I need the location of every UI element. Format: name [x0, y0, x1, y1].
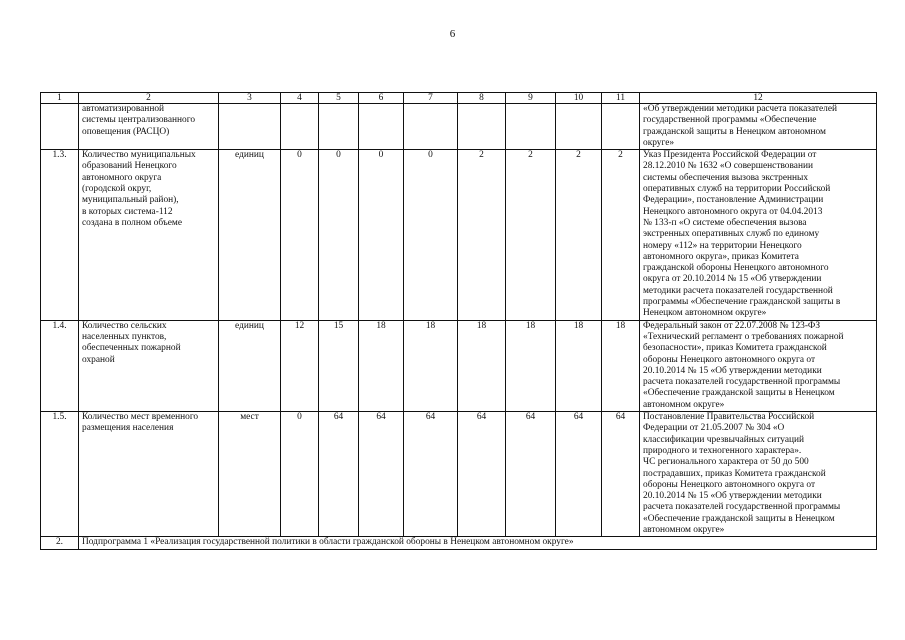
text-line: классификации чрезвычайных ситуаций	[643, 434, 805, 445]
text-line: Указ Президента Российской Федерации от	[643, 150, 817, 161]
year-value-cell: 2	[458, 150, 506, 320]
text-line: обеспеченных пожарной	[82, 343, 181, 354]
year-value-cell: 64	[404, 412, 458, 537]
page-number: 6	[449, 28, 456, 40]
text-line: «Обеспечение гражданской защиты в Ненецком	[643, 513, 835, 524]
text-line: номеру «112» на территории Ненецкого	[643, 240, 802, 251]
year-value-cell: 18	[404, 320, 458, 411]
text-line: Количество мест временного	[82, 412, 199, 423]
year-value-cell: 64	[506, 412, 556, 537]
text-line: создана в полном объеме	[82, 217, 182, 228]
text-line: государственной программы «Обеспечение	[643, 115, 817, 126]
year-value-cell: 18	[556, 320, 602, 411]
text-line: системы обеспечения вызова экстренных	[643, 172, 809, 183]
year-value-cell	[404, 104, 458, 150]
table-row	[41, 150, 877, 320]
text-line: ЧС регионального характера от 50 до 500	[643, 457, 809, 468]
text-line: методики расчета показателей государственной	[643, 285, 833, 296]
text-line: расчета показателей государственной программы	[643, 377, 841, 388]
text-line: Количество сельских	[82, 320, 167, 331]
indicators-table	[40, 92, 877, 550]
text-line: № 133-п «О системе обеспечения вызова	[643, 217, 807, 228]
row-number-cell: 1.4.	[41, 320, 79, 411]
year-value-cell: 18	[602, 320, 640, 411]
year-value-cell: 12	[281, 320, 319, 411]
text-line: образований Ненецкого	[82, 161, 177, 172]
row-number-cell	[41, 104, 79, 150]
text-line: безопасности», приказ Комитета гражданской	[643, 343, 827, 354]
text-line: гражданской защиты в Ненецком автономном	[643, 126, 826, 137]
text-line: размещения населения	[82, 423, 174, 434]
table-row	[41, 320, 877, 411]
year-value-cell	[359, 104, 404, 150]
unit-cell: единиц	[219, 150, 281, 320]
text-line: автономного округа», приказ Комитета	[643, 251, 799, 262]
text-line: Ненецком автономном округе»	[643, 308, 767, 319]
column-number-cell: 4	[281, 93, 319, 104]
text-line: гражданской обороны Ненецкого автономного	[643, 263, 829, 274]
unit-cell	[219, 104, 281, 150]
text-line: Федерации», постановление Администрации	[643, 195, 824, 206]
text-line: «Технический регламент о требованиях пожарной	[643, 331, 844, 342]
year-value-cell	[556, 104, 602, 150]
indicator-name-cell	[79, 150, 219, 320]
column-number-cell: 12	[640, 93, 877, 104]
text-line: оповещения (РАСЦО)	[82, 126, 170, 137]
text-line: (городской округ,	[82, 184, 152, 195]
column-number-cell: 10	[556, 93, 602, 104]
text-line: 20.10.2014 № 15 «Об утверждении методики	[643, 491, 822, 502]
column-number-cell: 5	[319, 93, 359, 104]
column-number-cell: 3	[219, 93, 281, 104]
text-line: автономного округа	[82, 172, 162, 183]
year-value-cell: 64	[602, 412, 640, 537]
text-line: Постановление Правительства Российской	[643, 412, 815, 423]
text-line: обороны Ненецкого автономного округа от	[643, 354, 816, 365]
subprogram-title-cell: Подпрограмма 1 «Реализация государственной политики в области гражданской обороны в Ненецком автономном округе»	[79, 537, 877, 549]
column-number-cell: 11	[602, 93, 640, 104]
text-line: обороны Ненецкого автономного округа от	[643, 479, 816, 490]
column-number-cell: 9	[506, 93, 556, 104]
year-value-cell: 64	[319, 412, 359, 537]
year-value-cell: 18	[359, 320, 404, 411]
text-line: охраной	[82, 354, 115, 365]
table-row	[41, 104, 877, 150]
year-value-cell: 15	[319, 320, 359, 411]
text-line: оперативных служб на территории Российской	[643, 184, 831, 195]
column-number-row	[41, 93, 877, 104]
year-value-cell: 64	[359, 412, 404, 537]
text-line: округе»	[643, 137, 675, 148]
year-value-cell: 0	[281, 150, 319, 320]
column-number-cell: 7	[404, 93, 458, 104]
basis-cell	[640, 320, 877, 411]
text-line: 20.10.2014 № 15 «Об утверждении методики	[643, 365, 822, 376]
basis-cell	[640, 104, 877, 150]
year-value-cell	[458, 104, 506, 150]
year-value-cell: 0	[281, 412, 319, 537]
text-line: округа от 20.10.2014 № 15 «Об утверждении	[643, 274, 822, 285]
text-line: автоматизированной	[82, 104, 165, 114]
text-line: автономном округе»	[643, 524, 725, 535]
year-value-cell: 18	[506, 320, 556, 411]
text-line: экстренных оперативных служб по единому	[643, 229, 820, 240]
text-line: природного и техногенного характера».	[643, 445, 802, 456]
text-line: Количество муниципальных	[82, 150, 196, 161]
basis-cell	[640, 150, 877, 320]
text-line: Федеральный закон от 22.07.2008 № 123-ФЗ	[643, 320, 821, 331]
text-line: Ненецкого автономного округа от 04.04.2013	[643, 206, 823, 217]
text-line: системы централизованного	[82, 115, 196, 126]
year-value-cell: 0	[319, 150, 359, 320]
indicator-name-cell	[79, 320, 219, 411]
text-line: «Об утверждении методики расчета показателей	[643, 104, 837, 114]
year-value-cell: 2	[506, 150, 556, 320]
text-line: 28.12.2010 № 1632 «О совершенствовании	[643, 161, 814, 172]
unit-cell: единиц	[219, 320, 281, 411]
year-value-cell	[506, 104, 556, 150]
text-line: населенных пунктов,	[82, 331, 167, 342]
text-line: пострадавших, приказ Комитета гражданской	[643, 468, 826, 479]
indicator-name-cell	[79, 104, 219, 150]
text-line: расчета показателей государственной программы	[643, 502, 841, 513]
text-line: программы «Обеспечение гражданской защиты в	[643, 297, 841, 308]
year-value-cell: 0	[404, 150, 458, 320]
column-number-cell: 6	[359, 93, 404, 104]
row-number-cell: 1.5.	[41, 412, 79, 537]
year-value-cell	[281, 104, 319, 150]
year-value-cell: 2	[602, 150, 640, 320]
year-value-cell: 64	[556, 412, 602, 537]
year-value-cell: 18	[458, 320, 506, 411]
year-value-cell	[319, 104, 359, 150]
row-number-cell: 1.3.	[41, 150, 79, 320]
row-number-cell: 2.	[41, 537, 79, 549]
year-value-cell: 0	[359, 150, 404, 320]
basis-cell	[640, 412, 877, 537]
text-line: автономном округе»	[643, 399, 725, 410]
column-number-cell: 8	[458, 93, 506, 104]
indicator-name-cell	[79, 412, 219, 537]
column-number-cell: 2	[79, 93, 219, 104]
subprogram-row	[41, 537, 877, 549]
text-line: Федерации от 21.05.2007 № 304 «О	[643, 423, 785, 434]
year-value-cell	[602, 104, 640, 150]
unit-cell: мест	[219, 412, 281, 537]
table-row	[41, 412, 877, 537]
column-number-cell: 1	[41, 93, 79, 104]
text-line: «Обеспечение гражданской защиты в Ненецком	[643, 388, 835, 399]
text-line: в которых система-112	[82, 206, 173, 217]
year-value-cell: 64	[458, 412, 506, 537]
text-line: муниципальный район),	[82, 195, 179, 206]
year-value-cell: 2	[556, 150, 602, 320]
